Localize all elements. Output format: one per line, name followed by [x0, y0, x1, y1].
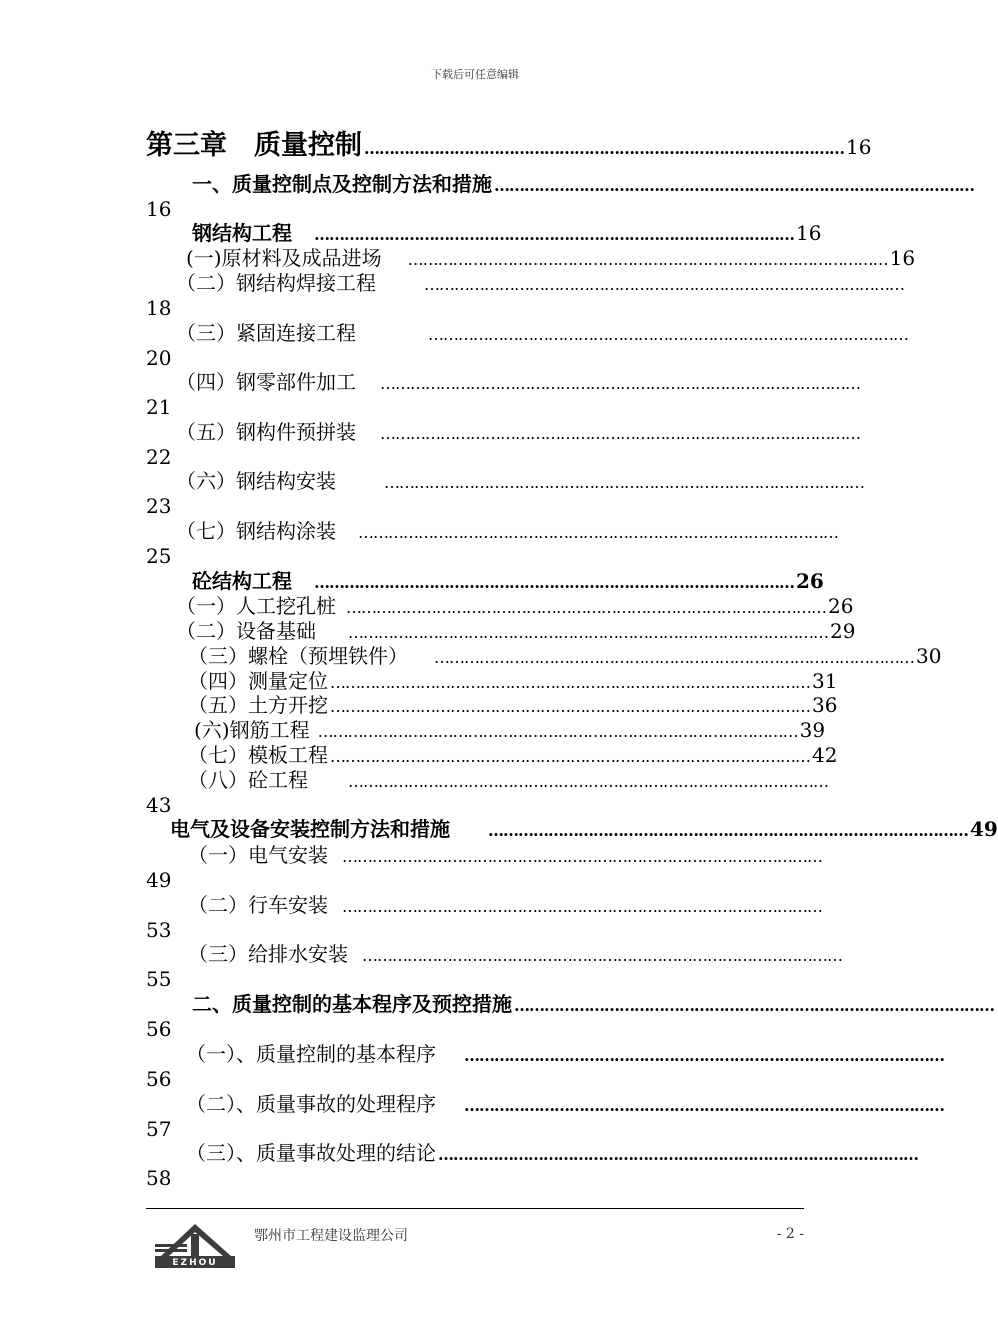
toc-entry[interactable] [192, 569, 824, 595]
toc-entry-title: （五）土方开挖 [188, 693, 328, 717]
toc-entry-title: （二）、质量事故的处理程序 [186, 1092, 436, 1116]
toc-entry[interactable] [176, 370, 860, 396]
toc-entry-page: 20 [146, 346, 172, 370]
toc-leader-dots: …………………………………………………………………………………… [348, 623, 828, 642]
toc-entry[interactable] [188, 768, 828, 794]
toc-entry-page: 16 [846, 135, 872, 159]
toc-leader-dots: …………………………………………………………………………………… [358, 523, 838, 542]
toc-leader-dots: …………………………………………………………………………………… [314, 225, 794, 244]
toc-entry-page: 39 [799, 718, 826, 742]
toc-entry-page: 21 [146, 395, 172, 419]
toc-entry[interactable] [188, 669, 838, 695]
toc-leader-dots: …………………………………………………………………………………… [428, 325, 908, 344]
toc-entry-title: （四）测量定位 [188, 669, 328, 693]
toc-entry-page: 31 [812, 669, 838, 693]
footer-company-name: 鄂州市工程建设监理公司 [254, 1228, 408, 1244]
toc-entry[interactable] [176, 519, 838, 545]
page-header: 下载后可任意编辑 [431, 68, 519, 81]
toc-entry-title: (一)原材料及成品进场 [186, 246, 382, 270]
toc-entry-page: 53 [146, 918, 172, 942]
toc-entry-page: 49 [970, 817, 998, 841]
toc-entry-page: 49 [146, 868, 172, 892]
toc-entry[interactable] [176, 321, 908, 347]
toc-entry[interactable] [192, 992, 994, 1018]
toc-entry-page: 26 [796, 569, 824, 593]
toc-entry-page: 26 [828, 594, 854, 618]
toc-leader-dots: …………………………………………………………………………………… [434, 648, 914, 667]
toc-entry[interactable] [176, 271, 904, 297]
toc-entry-title: (六)钢筋工程 [194, 718, 310, 742]
toc-entry-title: （一）电气安装 [188, 843, 328, 867]
toc-leader-dots: …………………………………………………………………………………… [330, 747, 810, 766]
toc-entry[interactable] [188, 693, 838, 719]
footer-page-number: - 2 - [776, 1226, 804, 1242]
toc-entry[interactable] [188, 743, 838, 769]
toc-leader-dots: …………………………………………………………………………………… [494, 176, 974, 195]
toc-leader-dots: …………………………………………………………………………………… [342, 897, 822, 916]
toc-leader-dots: …………………………………………………………………………………… [380, 424, 860, 443]
toc-entry[interactable] [188, 893, 822, 919]
toc-entry[interactable] [176, 469, 864, 495]
toc-entry-page: 29 [830, 619, 856, 643]
toc-entry[interactable] [188, 942, 842, 968]
toc-entry[interactable] [186, 1141, 918, 1167]
toc-leader-dots: …………………………………………………………………………………… [384, 473, 864, 492]
toc-entry-title: （一）人工挖孔桩 [176, 594, 336, 618]
toc-leader-dots: …………………………………………………………………………………… [362, 946, 842, 965]
toc-entry-page: 16 [146, 197, 172, 221]
toc-leader-dots: …………………………………………………………………………………… [330, 697, 810, 716]
toc-entry-title: （五）钢构件预拼装 [176, 420, 356, 444]
toc-entry-title: （七）模板工程 [188, 743, 328, 767]
toc-entry-title: （二）钢结构焊接工程 [176, 271, 376, 295]
toc-leader-dots: …………………………………………………………………………………… [317, 722, 798, 741]
toc-leader-dots: …………………………………………………………………………………… [380, 374, 860, 393]
toc-entry-page: 23 [146, 494, 172, 518]
toc-leader-dots: …………………………………………………………………………………… [330, 673, 810, 692]
toc-leader-dots: …………………………………………………………………………………… [342, 847, 822, 866]
toc-entry-title: 一、质量控制点及控制方法和措施 [192, 172, 492, 196]
toc-entry-title: 电气及设备安装控制方法和措施 [170, 817, 450, 841]
toc-entry[interactable] [188, 843, 822, 869]
toc-leader-dots: …………………………………………………………………………………… [514, 996, 994, 1015]
toc-entry[interactable] [188, 644, 942, 670]
toc-entry[interactable] [192, 172, 974, 198]
toc-entry[interactable] [146, 130, 872, 164]
toc-entry-page: 36 [812, 693, 838, 717]
toc-entry-page: 43 [146, 793, 172, 817]
toc-entry-title: （二）行车安装 [188, 893, 328, 917]
toc-entry[interactable] [186, 1042, 944, 1068]
toc-entry-title: （三）螺栓（预埋铁件） [188, 644, 408, 668]
toc-entry-title: 砼结构工程 [192, 569, 292, 593]
toc-entry-title: （三）紧固连接工程 [176, 321, 356, 345]
footer-divider [146, 1208, 804, 1209]
toc-entry-page: 16 [796, 221, 822, 245]
toc-entry-page: 30 [916, 644, 942, 668]
toc-entry[interactable] [176, 420, 860, 446]
toc-leader-dots: …………………………………………………………………………………… [438, 1145, 918, 1164]
toc-entry-page: 56 [146, 1067, 172, 1091]
toc-leader-dots: …………………………………………………………………………………… [407, 250, 888, 269]
toc-entry-page: 58 [146, 1166, 172, 1190]
toc-entry-page: 55 [146, 967, 172, 991]
toc-entry-title: （一）、质量控制的基本程序 [186, 1042, 436, 1066]
toc-entry-title: （八）砼工程 [188, 768, 308, 792]
toc-entry[interactable] [194, 718, 826, 744]
toc-entry[interactable] [176, 619, 856, 645]
toc-entry-title: （三）给排水安装 [188, 942, 348, 966]
logo-text: EZHOU [172, 1258, 218, 1268]
toc-entry-page: 16 [889, 246, 916, 270]
toc-leader-dots: …………………………………………………………………………………… [488, 821, 968, 840]
toc-leader-dots: …………………………………………………………………………………… [464, 1096, 944, 1115]
toc-entry-title: （二）设备基础 [176, 619, 316, 643]
toc-entry[interactable] [176, 594, 854, 620]
toc-entry[interactable] [170, 817, 998, 843]
toc-leader-dots: …………………………………………………………………………………… [346, 598, 826, 617]
toc-entry[interactable] [186, 246, 916, 272]
toc-entry-page: 18 [146, 296, 172, 320]
toc-entry-title: 二、质量控制的基本程序及预控措施 [192, 992, 512, 1016]
toc-leader-dots: …………………………………………………………………………………… [464, 1046, 944, 1065]
toc-entry-title: （七）钢结构涂装 [176, 519, 336, 543]
toc-leader-dots: …………………………………………………………………………………… [364, 139, 844, 158]
toc-entry-page: 25 [146, 544, 172, 568]
toc-entry-title: 钢结构工程 [192, 221, 292, 245]
toc-entry-page: 57 [146, 1117, 172, 1141]
toc-entry-title: （六）钢结构安装 [176, 469, 336, 493]
toc-entry-title: 第三章 质量控制 [146, 130, 362, 161]
toc-entry-page: 22 [146, 445, 172, 469]
toc-entry-page: 56 [146, 1017, 172, 1041]
toc-entry[interactable] [192, 221, 822, 247]
toc-leader-dots: …………………………………………………………………………………… [314, 573, 794, 592]
toc-entry[interactable] [186, 1092, 944, 1118]
toc-entry-title: （四）钢零部件加工 [176, 370, 356, 394]
toc-leader-dots: …………………………………………………………………………………… [424, 275, 904, 294]
toc-leader-dots: …………………………………………………………………………………… [348, 772, 828, 791]
toc-entry-title: （三）、质量事故处理的结论 [186, 1141, 436, 1165]
toc-entry-page: 42 [812, 743, 838, 767]
